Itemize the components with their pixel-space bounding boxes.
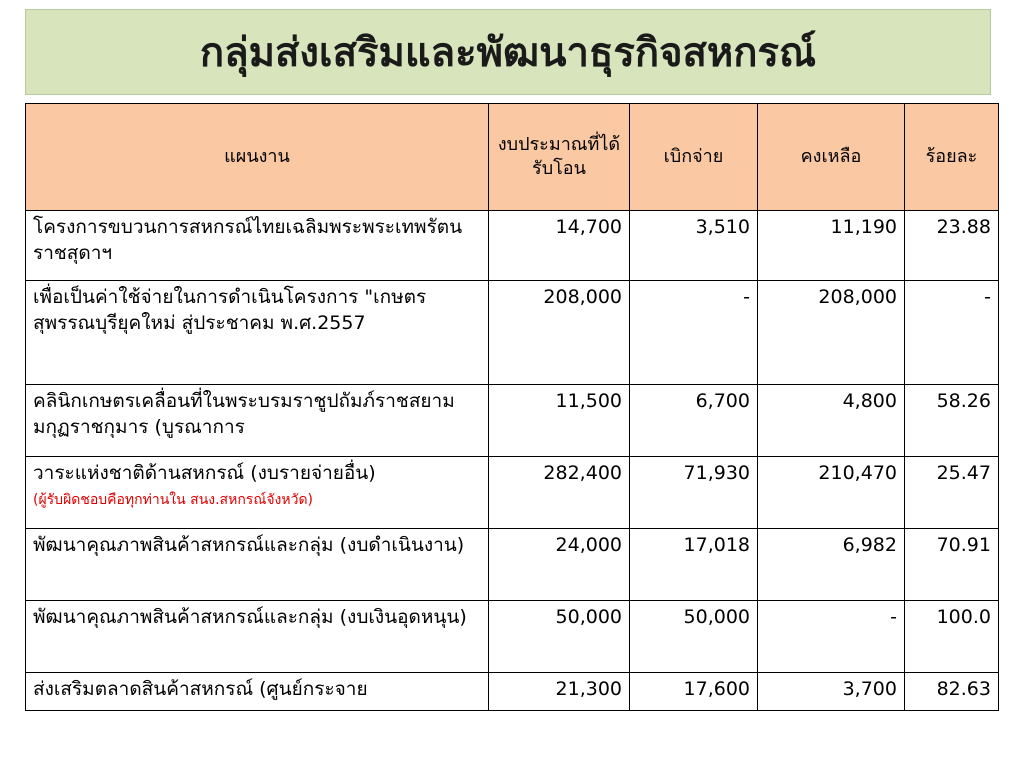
cell-percent: 23.88 <box>905 211 999 281</box>
cell-remaining: 210,470 <box>758 457 905 529</box>
cell-paid: - <box>630 281 758 385</box>
cell-plan: พัฒนาคุณภาพสินค้าสหกรณ์และกลุ่ม (งบเงินอุดหนุน) <box>26 601 489 673</box>
table-row <box>26 385 999 457</box>
cell-paid: 71,930 <box>630 457 758 529</box>
cell-remaining: 4,800 <box>758 385 905 457</box>
budget-table <box>25 103 999 711</box>
cell-budget: 14,700 <box>489 211 630 281</box>
cell-remaining: 208,000 <box>758 281 905 385</box>
table-header-row <box>26 104 999 211</box>
cell-percent: 25.47 <box>905 457 999 529</box>
header-percent: ร้อยละ <box>905 104 999 211</box>
cell-plan: ส่งเสริมตลาดสินค้าสหกรณ์ (ศูนย์กระจาย <box>26 673 489 711</box>
table-row <box>26 211 999 281</box>
table-row <box>26 601 999 673</box>
header-paid: เบิกจ่าย <box>630 104 758 211</box>
table-row <box>26 457 999 529</box>
cell-budget: 282,400 <box>489 457 630 529</box>
cell-remaining: - <box>758 601 905 673</box>
cell-remaining: 11,190 <box>758 211 905 281</box>
cell-budget: 21,300 <box>489 673 630 711</box>
cell-paid: 17,018 <box>630 529 758 601</box>
cell-paid: 3,510 <box>630 211 758 281</box>
cell-percent: 58.26 <box>905 385 999 457</box>
cell-budget: 50,000 <box>489 601 630 673</box>
cell-percent: 100.0 <box>905 601 999 673</box>
header-budget: งบประมาณที่ได้รับโอน <box>489 104 630 211</box>
header-remaining: คงเหลือ <box>758 104 905 211</box>
title-banner <box>25 9 991 95</box>
header-plan: แผนงาน <box>26 104 489 211</box>
cell-plan: วาระแห่งชาติด้านสหกรณ์ (งบรายจ่ายอื่น) (ผู้รับผิดชอบคือทุกท่านใน สนง.สหกรณ์จังหวัด) <box>26 457 489 529</box>
cell-budget: 24,000 <box>489 529 630 601</box>
cell-percent: - <box>905 281 999 385</box>
cell-plan: เพื่อเป็นค่าใช้จ่ายในการดำเนินโครงการ "เกษตรสุพรรณบุรียุคใหม่ สู่ประชาคม พ.ศ.2557 <box>26 281 489 385</box>
responsible-note: (ผู้รับผิดชอบคือทุกท่านใน สนง.สหกรณ์จังหวัด) <box>33 491 313 508</box>
cell-remaining: 3,700 <box>758 673 905 711</box>
table-row <box>26 529 999 601</box>
cell-remaining: 6,982 <box>758 529 905 601</box>
cell-budget: 208,000 <box>489 281 630 385</box>
page-title: กลุ่มส่งเสริมและพัฒนาธุรกิจสหกรณ์ <box>199 30 817 76</box>
cell-plan: โครงการขบวนการสหกรณ์ไทยเฉลิมพระพระเทพรัตนราชสุดาฯ <box>26 211 489 281</box>
table-row <box>26 281 999 385</box>
table-body <box>26 211 999 711</box>
table-row <box>26 673 999 711</box>
cell-paid: 17,600 <box>630 673 758 711</box>
cell-plan: พัฒนาคุณภาพสินค้าสหกรณ์และกลุ่ม (งบดำเนินงาน) <box>26 529 489 601</box>
cell-plan: คลินิกเกษตรเคลื่อนที่ในพระบรมราชูปถัมภ์ราชสยามมกุฏราชกุมาร (บูรณาการ <box>26 385 489 457</box>
cell-percent: 70.91 <box>905 529 999 601</box>
cell-paid: 6,700 <box>630 385 758 457</box>
cell-percent: 82.63 <box>905 673 999 711</box>
budget-table-container <box>25 103 998 711</box>
cell-paid: 50,000 <box>630 601 758 673</box>
cell-budget: 11,500 <box>489 385 630 457</box>
